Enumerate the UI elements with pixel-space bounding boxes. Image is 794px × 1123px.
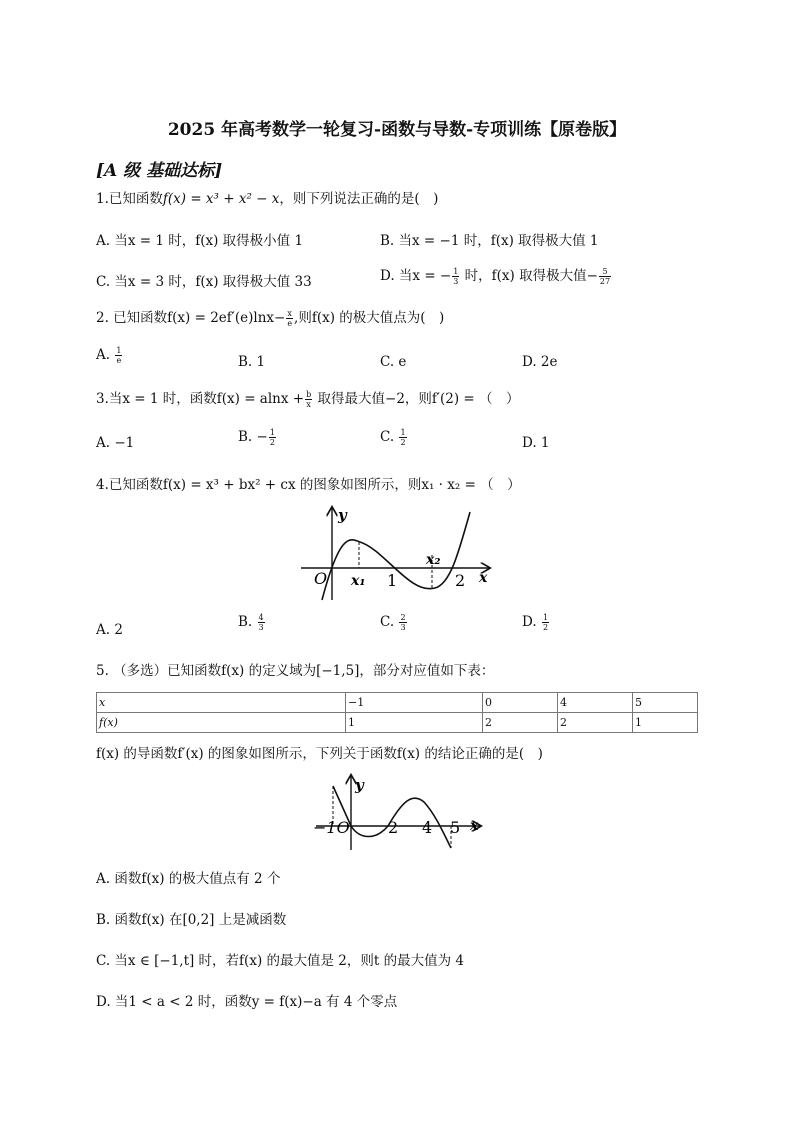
q5-label-4: 4 — [422, 818, 433, 837]
q1-d-fraction-2: $\frac{5}{27}$ — [599, 267, 611, 286]
table-cell: 2 — [558, 713, 633, 733]
q1-d-fraction: $\frac{1}{3}$ — [453, 267, 459, 286]
q4-label-x1: x₁ — [351, 573, 366, 589]
q5-option-a: A. 函数f(x) 的极大值点有 2 个 — [96, 871, 281, 887]
q2-stem-pre: 2. 已知函数f(x) = 2ef′(e)lnx− — [96, 310, 286, 326]
section-heading: [A 级 基础达标] — [96, 161, 223, 181]
q2-option-d: D. 2e — [522, 354, 558, 370]
q5-option-c: C. 当x ∈ [−1,t] 时，若f(x) 的最大值是 2，则t 的最大值为 4 — [96, 953, 464, 969]
q5-label-y: y — [355, 776, 364, 794]
q4-label-2: 2 — [455, 571, 466, 590]
q5-label-neg1-origin: −1O — [313, 818, 350, 837]
q3-option-a: A. −1 — [96, 435, 135, 451]
q1-option-a: A. 当x = 1 时，f(x) 取得极小值 1 — [96, 233, 304, 249]
q4-label-x2: x₂ — [426, 552, 441, 568]
question-4-stem: 4.已知函数f(x) = x³ + bx² + cx 的图象如图所示，则x₁ · x₂ = （ ） — [96, 477, 521, 493]
q5-label-5: 5 — [450, 818, 461, 837]
q2-option-a: A. $\frac{1}{e}$ — [96, 346, 122, 365]
q4-option-d: D. $\frac{1}{2}$ — [522, 613, 549, 632]
q4-b-fraction: $\frac{4}{3}$ — [258, 613, 264, 632]
q5-option-d: D. 当1 < a < 2 时，函数y = f(x)−a 有 4 个零点 — [96, 994, 398, 1010]
q1-option-d — [380, 264, 612, 286]
table-cell: 2 — [483, 713, 558, 733]
q2-fraction: $\frac{x}{e}$ — [287, 309, 293, 328]
question-5-stem: 5. （多选）已知函数f(x) 的定义域为[−1,5]，部分对应值如下表： — [96, 663, 495, 679]
table-cell: 1 — [346, 713, 483, 733]
table-row — [97, 713, 698, 733]
q2-stem-post: ,则f(x) 的极大值点为( ) — [294, 310, 445, 326]
q4-label-y: y — [338, 506, 347, 524]
q4-label-1: 1 — [387, 571, 398, 590]
q4-option-b: B. $\frac{4}{3}$ — [238, 613, 264, 632]
q4-option-a: A. 2 — [96, 622, 123, 638]
q2-option-c: C. e — [380, 354, 407, 370]
question-2-stem — [96, 306, 444, 328]
q3-option-d: D. 1 — [522, 435, 550, 451]
table-cell: 4 — [558, 693, 633, 713]
q2-a-fraction: $\frac{1}{e}$ — [116, 346, 122, 365]
q4-cubic-graph — [295, 500, 500, 610]
q1-d-pre: D. 当x = − — [380, 268, 452, 284]
q4-label-x: x — [479, 570, 488, 586]
table-cell: 0 — [483, 693, 558, 713]
q5-value-table — [96, 692, 698, 733]
q1-d-mid: 时，f(x) 取得极大值− — [460, 268, 598, 284]
question-5-stem-2: f(x) 的导函数f′(x) 的图象如图所示，下列关于函数f(x) 的结论正确的是( ) — [96, 746, 543, 762]
q3-option-c: C. $\frac{1}{2}$ — [380, 428, 406, 447]
q5-derivative-graph — [310, 770, 490, 855]
table-cell: x — [97, 693, 346, 713]
table-cell: 1 — [633, 713, 698, 733]
question-1-stem — [96, 187, 438, 207]
q4-option-c: C. $\frac{2}{3}$ — [380, 613, 406, 632]
q1-option-c: C. 当x = 3 时，f(x) 取得极大值 33 — [96, 274, 312, 290]
table-cell: f(x) — [97, 713, 346, 733]
q3-stem-post: 取得最大值−2，则f′(2) = （ ） — [313, 391, 520, 407]
page-title: 2025 年高考数学一轮复习-函数与导数-专项训练【原卷版】 — [167, 120, 627, 140]
q3-stem-pre: 3.当x = 1 时，函数f(x) = alnx + — [96, 391, 305, 407]
q1-function: f(x) = x³ + x² − x — [162, 191, 280, 207]
q1-option-b: B. 当x = −1 时，f(x) 取得极大值 1 — [380, 233, 599, 249]
q2-option-b: B. 1 — [238, 354, 266, 370]
table-cell: 5 — [633, 693, 698, 713]
question-3-stem — [96, 387, 520, 409]
q5-label-x: x — [470, 818, 479, 834]
q3-option-b: B. − $\frac{1}{2}$ — [238, 428, 275, 447]
q4-label-origin: O — [314, 569, 328, 588]
q3-c-fraction: $\frac{1}{2}$ — [400, 428, 406, 447]
q3-fraction: $\frac{b}{x}$ — [306, 390, 312, 409]
table-row — [97, 693, 698, 713]
q3-b-fraction: $\frac{1}{2}$ — [269, 428, 275, 447]
q1-stem-post: ，则下列说法正确的是( ) — [279, 191, 439, 207]
q1-stem-pre: 1.已知函数 — [96, 191, 163, 207]
q4-c-fraction: $\frac{2}{3}$ — [400, 613, 406, 632]
table-cell: −1 — [346, 693, 483, 713]
q4-d-fraction: $\frac{1}{2}$ — [542, 613, 549, 632]
q5-option-b: B. 函数f(x) 在[0,2] 上是减函数 — [96, 912, 287, 928]
q5-label-2: 2 — [388, 818, 399, 837]
